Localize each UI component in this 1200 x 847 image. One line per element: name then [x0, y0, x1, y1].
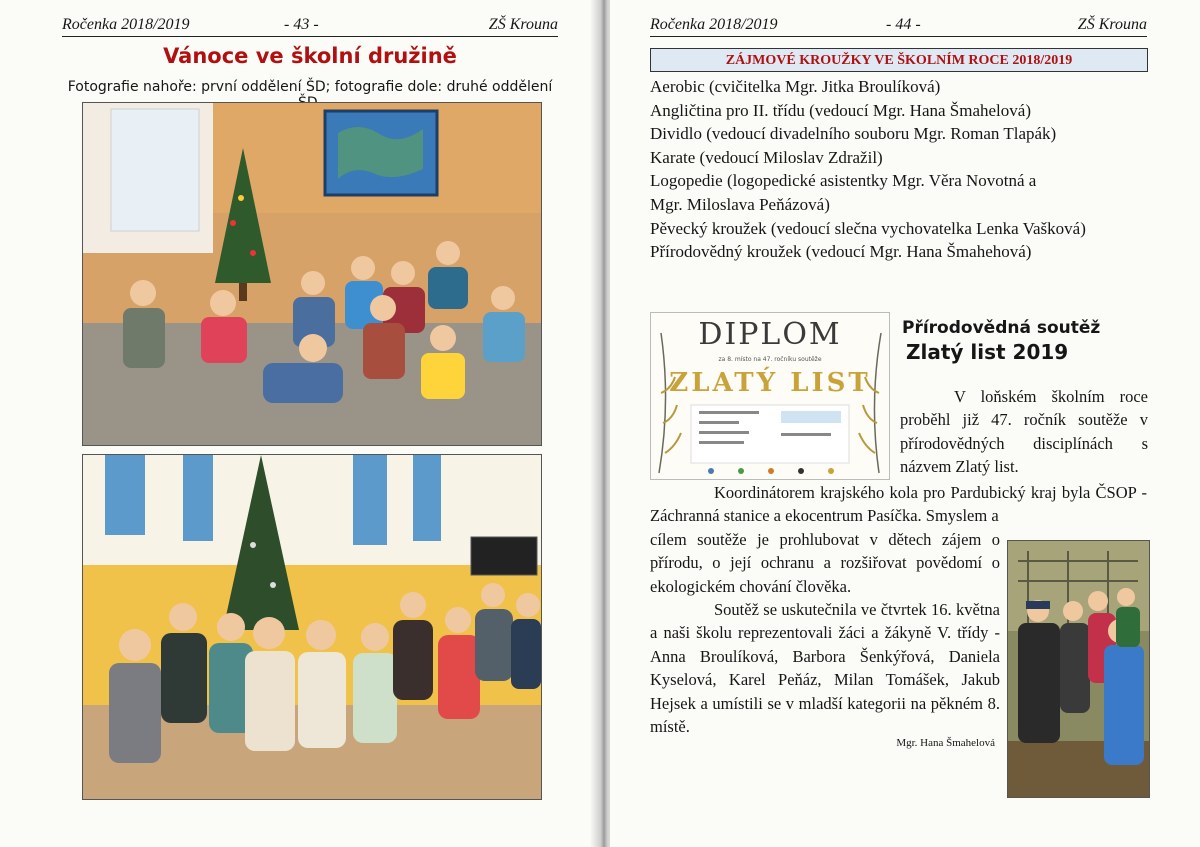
- page-number: - 44 -: [886, 16, 921, 33]
- christmas-photo-second-group: [82, 454, 542, 800]
- yearbook-title: Ročenka 2018/2019: [650, 16, 778, 33]
- paragraph-purpose: cílem soutěže je prohlubovat v dětech zájem o přírodu, o její ochranu a rozšiřovat povědomí o ekologickém chování člověka.: [650, 530, 1000, 596]
- clubs-list: [650, 75, 1180, 264]
- list-item: Angličtina pro II. třídu (vedoucí Mgr. Hana Šmahelová): [650, 100, 1031, 120]
- article-signature: Mgr. Hana Šmahelová: [896, 737, 995, 749]
- diploma-contest-name: ZLATÝ LIST: [669, 368, 871, 398]
- contest-title: [902, 318, 1182, 364]
- running-header: [650, 14, 1147, 37]
- paragraph-intro: V loňském školním roce proběhl již 47. ročník soutěže v přírodovědných disciplínách s názvem Zlatý list.: [900, 387, 1148, 477]
- list-item: Dividlo (vedoucí divadelního souboru Mgr. Roman Tlapák): [650, 124, 1057, 144]
- diploma-image: [650, 312, 890, 480]
- list-item: Aerobic (cvičitelka Mgr. Jitka Broulíková): [650, 77, 941, 96]
- list-item: Karate (vedoucí Miloslav Zdražil): [650, 147, 883, 167]
- diploma-subtitle: za 8. místo na 47. ročníku soutěže: [718, 356, 822, 363]
- running-header: [62, 14, 558, 37]
- christmas-photo-first-group: [82, 102, 542, 446]
- clubs-heading: ZÁJMOVÉ KROUŽKY VE ŠKOLNÍM ROCE 2018/2019: [650, 48, 1148, 72]
- list-item: Logopedie (logopedické asistentky Mgr. Věra Novotná a: [650, 171, 1037, 191]
- list-item: Mgr. Miloslava Peňázová): [650, 194, 830, 214]
- contest-title-line1: Přírodovědná soutěž: [902, 318, 1101, 338]
- school-name: ZŠ Krouna: [488, 16, 558, 33]
- photo-caption: Fotografie nahoře: první oddělení ŠD; fotografie dole: druhé oddělení: [67, 79, 553, 95]
- contest-title-line2: Zlatý list 2019: [906, 340, 1069, 364]
- contest-team-photo: [1007, 540, 1150, 798]
- diploma-heading: DIPLOM: [698, 317, 842, 352]
- page-44: [610, 0, 1200, 847]
- page-number: - 43 -: [284, 16, 319, 33]
- paragraph-coordinator: Koordinátorem krajského kola pro Pardubický kraj byla ČSOP - Záchranná stanice a ekocentrum Pasíčka. Smyslem a: [650, 483, 1147, 526]
- list-item: Pěvecký kroužek (vedoucí slečna vychovatelka Lenka Vašková): [650, 218, 1086, 238]
- yearbook-title: Ročenka 2018/2019: [62, 16, 190, 33]
- list-item: Přírodovědný kroužek (vedoucí Mgr. Hana Šmahehová): [650, 242, 1032, 262]
- article-title: Vánoce ve školní družině: [163, 44, 457, 68]
- paragraph-result: Soutěž se uskutečnila ve čtvrtek 16. května a naši školu reprezentovali žáci a žákyně V. třídy - Anna Broulíková, Barbora Šenkýřová, Daniela Kyselová, Karel Peňáz, Milan Tomášek, Jakub Hejsek a umístili se v mladší kategorii na pěkném 8. místě.: [650, 600, 1000, 737]
- school-name: ZŠ Krouna: [1077, 16, 1147, 33]
- page-43: [0, 0, 598, 847]
